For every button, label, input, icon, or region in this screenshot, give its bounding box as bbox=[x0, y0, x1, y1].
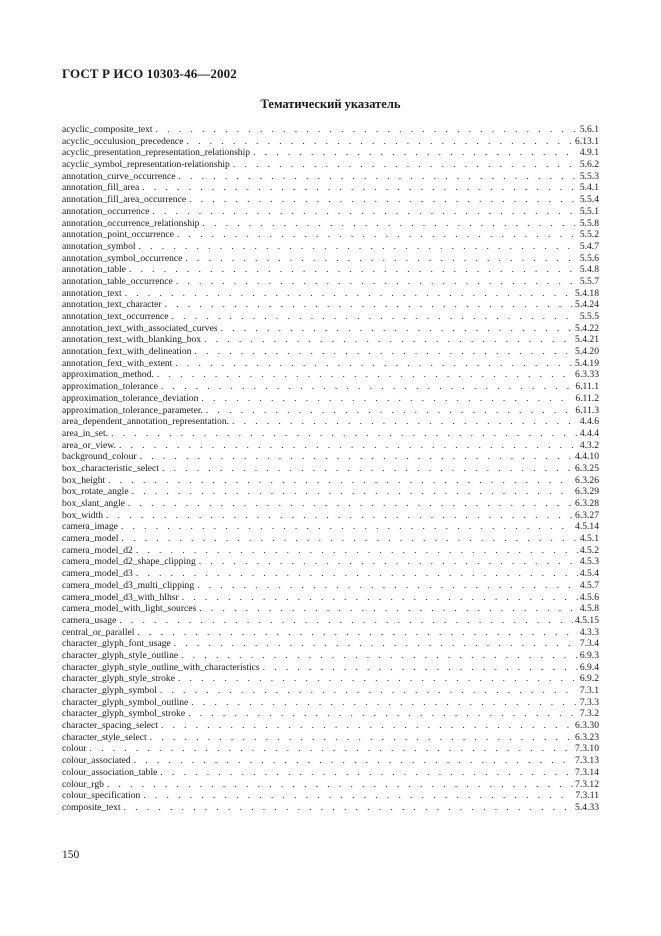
index-entry bbox=[62, 767, 599, 779]
dot-leader bbox=[174, 638, 578, 650]
index-entry-term: character_glyph_style_outline bbox=[62, 649, 179, 661]
index-entry-term: camera_model_d3_with_hlhsr bbox=[62, 591, 179, 603]
index-entry bbox=[62, 662, 599, 674]
index-entry-reference: 4.5.6 bbox=[579, 591, 599, 603]
index-entry-term: colour_specification bbox=[62, 790, 141, 802]
index-entry-reference: 4.5.15 bbox=[575, 614, 599, 626]
index-entry-reference: 6.11.2 bbox=[575, 392, 599, 404]
index-entry-reference: 5.5.3 bbox=[579, 170, 599, 182]
dot-leader bbox=[188, 708, 578, 720]
index-entry-reference: 5.4.33 bbox=[575, 801, 599, 813]
index-entry-term: area_in_set. bbox=[62, 427, 109, 439]
index-entry-reference: 7.3.11 bbox=[575, 790, 599, 802]
index-entry-term: area_dependent_annotation_representation. bbox=[62, 416, 230, 428]
dot-leader bbox=[143, 790, 573, 802]
dot-leader bbox=[232, 416, 578, 428]
index-entry-reference: 5.4.24 bbox=[575, 299, 599, 311]
index-entry-reference: 7.3.13 bbox=[575, 755, 599, 767]
index-entry bbox=[62, 521, 599, 533]
index-entry bbox=[62, 334, 599, 346]
index-entry-reference: 7.3.10 bbox=[575, 743, 599, 755]
index-entry-term: annotation_text bbox=[62, 287, 122, 299]
index-entry-reference: 4.5.7 bbox=[579, 579, 599, 591]
index-entry bbox=[62, 124, 599, 136]
index-entry-term: annotation_occurrence bbox=[62, 205, 150, 217]
index-entry bbox=[62, 486, 599, 498]
index-entry-term: acyclic_composite_text bbox=[62, 124, 153, 135]
dot-leader bbox=[233, 159, 578, 171]
index-entry-term: annotation_fill_area_occurrence bbox=[62, 194, 187, 206]
dot-leader bbox=[253, 147, 578, 159]
index-entry-reference: 4.5.8 bbox=[579, 603, 599, 615]
dot-leader bbox=[136, 568, 578, 580]
dot-leader bbox=[204, 334, 573, 346]
index-entry bbox=[62, 299, 599, 311]
index-entry-term: annotation_point_occurrence bbox=[62, 229, 174, 241]
dot-leader bbox=[129, 264, 578, 276]
dot-leader bbox=[176, 276, 578, 288]
index-entry-term: acyclic_symbol_representation-relationship bbox=[62, 159, 230, 171]
index-entry-term: central_or_parallel bbox=[62, 626, 135, 638]
index-entry-term: character_glyph_font_usage bbox=[62, 638, 171, 650]
index-entry bbox=[62, 241, 599, 253]
dot-leader bbox=[201, 393, 573, 405]
index-entry bbox=[62, 358, 599, 370]
dot-leader bbox=[162, 463, 573, 475]
index-entry bbox=[62, 732, 599, 744]
index-entry-reference: 5.5.8 bbox=[579, 217, 599, 229]
index-entry bbox=[62, 779, 599, 791]
index-entry-term: annotation_fext_with_delineation bbox=[62, 346, 192, 358]
index-entry-term: annotation_occurrence_relationship bbox=[62, 217, 200, 229]
dot-leader bbox=[178, 171, 577, 183]
index-entry bbox=[62, 393, 599, 405]
dot-leader bbox=[157, 369, 573, 381]
dot-leader bbox=[128, 498, 573, 510]
index-entry-term: character_glyph_style_outline_with_characteristics bbox=[62, 661, 260, 673]
index-entry bbox=[62, 568, 599, 580]
index-entry bbox=[62, 498, 599, 510]
index-entry-term: character_glyph_style_stroke bbox=[62, 673, 175, 685]
index-entry-reference: 7.3.14 bbox=[575, 766, 599, 778]
index-entry bbox=[62, 229, 599, 241]
index-entry-term: character_glyph_symbol_outline bbox=[62, 696, 189, 708]
index-entry bbox=[62, 253, 599, 265]
index-entry bbox=[62, 311, 599, 323]
index-entry bbox=[62, 673, 599, 685]
index-entry-term: annotation_table bbox=[62, 264, 126, 276]
index-entry bbox=[62, 638, 599, 650]
index-entry-term: box_rotate_angle bbox=[62, 486, 129, 498]
dot-leader bbox=[121, 533, 577, 545]
dot-leader bbox=[125, 288, 573, 300]
index-entry bbox=[62, 147, 599, 159]
index-entry bbox=[62, 802, 599, 814]
index-entry bbox=[62, 592, 599, 604]
index-entry-reference: 7.3.12 bbox=[575, 778, 599, 790]
index-entry-term: colour_associated bbox=[62, 755, 131, 767]
dot-leader bbox=[199, 556, 578, 568]
dot-leader bbox=[160, 767, 573, 779]
index-entry bbox=[62, 685, 599, 697]
index-entry-term: acyclic_presentation_representation_relationship bbox=[62, 147, 251, 159]
index-entry-term: composite_text bbox=[62, 801, 121, 813]
dot-leader bbox=[108, 475, 573, 487]
index-entry-reference: 5.6.2 bbox=[579, 159, 599, 171]
index-entry-reference: 5.5.7 bbox=[579, 275, 599, 287]
dot-leader bbox=[161, 381, 573, 393]
index-entry-reference: 6.13.1 bbox=[575, 135, 599, 147]
index-entry-reference: 4.3.2 bbox=[579, 439, 599, 451]
index-entry bbox=[62, 218, 599, 230]
dot-leader bbox=[197, 580, 578, 592]
index-entry-term: camera_usage bbox=[62, 614, 117, 626]
index-entry-reference: 7.3.1 bbox=[579, 685, 599, 696]
dot-leader bbox=[199, 603, 578, 615]
dot-leader bbox=[119, 440, 578, 452]
index-entry-reference: 6.3.30 bbox=[575, 720, 599, 732]
index-entry-term: area_or_view. bbox=[62, 439, 116, 451]
dot-leader bbox=[182, 592, 578, 604]
index-entry-reference: 4.5.2 bbox=[579, 544, 599, 556]
index-entry-reference: 4.5.3 bbox=[579, 556, 599, 568]
index-entry-term: approximation_tolerance bbox=[62, 381, 158, 393]
dot-leader bbox=[152, 206, 577, 218]
index-entry bbox=[62, 346, 599, 358]
index-entry-reference: 5.4.19 bbox=[575, 357, 599, 369]
dot-leader bbox=[132, 486, 573, 498]
index-entry bbox=[62, 405, 599, 417]
index-entry bbox=[62, 194, 599, 206]
dot-leader bbox=[191, 697, 578, 709]
index-entry-term: character_glyph_symbol_stroke bbox=[62, 708, 186, 720]
index-entry-reference: 6.3.27 bbox=[575, 509, 599, 521]
index-entry bbox=[62, 288, 599, 300]
page-number: 150 bbox=[62, 849, 80, 861]
index-entry bbox=[62, 627, 599, 639]
index-entry bbox=[62, 533, 599, 545]
index-entry-term: box_slant_angle bbox=[62, 498, 125, 509]
index-entry bbox=[62, 475, 599, 487]
index-entry bbox=[62, 603, 599, 615]
index-entry-reference: 5.4.20 bbox=[575, 346, 599, 358]
index-entry bbox=[62, 182, 599, 194]
dot-leader bbox=[202, 218, 577, 230]
dot-leader bbox=[150, 732, 573, 744]
index-entry-term: approximation_method. bbox=[62, 369, 154, 381]
index-entry bbox=[62, 720, 599, 732]
index-entry-reference: 5.4.22 bbox=[575, 322, 599, 334]
index-entry bbox=[62, 276, 599, 288]
index-entry-reference: 6.3.26 bbox=[575, 474, 599, 486]
index-entry-term: camera_model_d2 bbox=[62, 544, 133, 556]
dot-leader bbox=[136, 545, 578, 557]
index-entry-term: annotation_fill_area bbox=[62, 182, 140, 194]
index-entry-reference: 4.5.4 bbox=[579, 568, 599, 580]
index-entry-reference: 5.4.1 bbox=[579, 182, 599, 194]
dot-leader bbox=[178, 673, 578, 685]
index-entry-term: annotation_fext_with_extent bbox=[62, 357, 173, 369]
dot-leader bbox=[156, 124, 578, 136]
index-entry-term: character_style_select bbox=[62, 731, 147, 743]
index-entry-reference: 5.6.1 bbox=[579, 124, 599, 135]
index-entry-reference: 4.3.3 bbox=[579, 626, 599, 638]
dot-leader bbox=[175, 358, 573, 370]
dot-leader bbox=[111, 428, 578, 440]
index-entry-reference: 5.5.2 bbox=[579, 229, 599, 241]
dot-leader bbox=[140, 451, 573, 463]
index-entry-term: colour_association_table bbox=[62, 766, 158, 778]
index-entry-term: box_characteristic_select bbox=[62, 462, 159, 474]
dot-leader bbox=[160, 685, 578, 697]
index-entry-reference: 4.4.4 bbox=[579, 427, 599, 439]
index-entry-reference: 7.3.4 bbox=[579, 638, 599, 650]
index-entry bbox=[62, 755, 599, 767]
index-entry-reference: 4.5.1 bbox=[579, 533, 599, 545]
index-entry bbox=[62, 790, 599, 802]
index-entry-term: annotation_text_occurrence bbox=[62, 311, 169, 322]
index-entry-reference: 5.4.7 bbox=[579, 240, 599, 252]
index-entry-term: approximation_tolerance_deviation bbox=[62, 392, 199, 404]
index-entry-term: camera_image bbox=[62, 521, 118, 533]
index-entry bbox=[62, 264, 599, 276]
dot-leader bbox=[177, 229, 578, 241]
index-entry-term: character_glyph_symbol bbox=[62, 685, 157, 696]
index-entry bbox=[62, 545, 599, 557]
dot-leader bbox=[221, 323, 573, 335]
index-entry-reference: 6.3.25 bbox=[575, 462, 599, 474]
index-entry-reference: 6.11.1 bbox=[575, 381, 599, 393]
index-entry-term: box_height bbox=[62, 474, 106, 486]
index-entry-reference: 4.4.6 bbox=[579, 416, 599, 428]
index-entry-reference: 6.9.4 bbox=[579, 661, 599, 673]
dot-leader bbox=[142, 182, 578, 194]
index-entry-reference: 5.5.5 bbox=[579, 311, 599, 322]
dot-leader bbox=[90, 743, 574, 755]
index-entry bbox=[62, 580, 599, 592]
index-entry-reference: 6.3.28 bbox=[575, 498, 599, 509]
index-entry-reference: 6.3.23 bbox=[575, 731, 599, 743]
index-entry bbox=[62, 428, 599, 440]
index-entry bbox=[62, 556, 599, 568]
index-entry-term: box_width bbox=[62, 509, 104, 521]
index-entry-term: annotation_symbol_occurrence bbox=[62, 252, 183, 264]
dot-leader bbox=[139, 241, 578, 253]
index-entry-reference: 5.5.6 bbox=[579, 252, 599, 264]
index-entry bbox=[62, 510, 599, 522]
index-entry-term: annotation_text_character bbox=[62, 299, 162, 311]
dot-leader bbox=[185, 253, 577, 265]
index-entry bbox=[62, 136, 599, 148]
index-entry-term: annotation_table_occurrence bbox=[62, 275, 173, 287]
index-entry bbox=[62, 697, 599, 709]
index-entry-term: background_colour bbox=[62, 451, 137, 463]
index-entry-reference: 7.3.3 bbox=[579, 696, 599, 708]
index-entry-reference: 5.5.4 bbox=[579, 194, 599, 206]
index-entry bbox=[62, 463, 599, 475]
index-entry-reference: 6.3.33 bbox=[575, 369, 599, 381]
index-entry bbox=[62, 381, 599, 393]
index-entry-term: camera_model_d3 bbox=[62, 568, 133, 580]
index-entry-term: annotation_symbol bbox=[62, 240, 136, 252]
index-entry bbox=[62, 743, 599, 755]
dot-leader bbox=[181, 650, 578, 662]
dot-leader bbox=[161, 720, 573, 732]
document-header: ГОСТ Р ИСО 10303-46—2002 bbox=[62, 66, 237, 81]
index-entry-reference: 5.4.8 bbox=[579, 264, 599, 276]
index-entry bbox=[62, 323, 599, 335]
dot-leader bbox=[106, 510, 573, 522]
index-entry-reference: 4.5.14 bbox=[575, 521, 599, 533]
index-entry-term: colour bbox=[62, 743, 87, 755]
index-entry bbox=[62, 650, 599, 662]
index-entry-reference: 4.9.1 bbox=[579, 147, 599, 159]
index-entry-term: approximation_tolerance_parameter. bbox=[62, 404, 203, 416]
index-entry-reference: 5.5.1 bbox=[579, 205, 599, 217]
subject-index-list bbox=[62, 124, 599, 814]
index-entry-term: annotation_text_with_blanking_box bbox=[62, 334, 202, 346]
index-entry bbox=[62, 416, 599, 428]
index-entry-reference: 5.4.21 bbox=[575, 334, 599, 346]
dot-leader bbox=[189, 194, 578, 206]
index-entry-reference: 6.11.3 bbox=[575, 404, 599, 416]
dot-leader bbox=[107, 779, 573, 791]
index-entry bbox=[62, 440, 599, 452]
index-entry-term: camera_model_d3_multi_clipping bbox=[62, 579, 195, 591]
dot-leader bbox=[124, 802, 573, 814]
dot-leader bbox=[121, 521, 573, 533]
index-entry bbox=[62, 159, 599, 171]
index-entry bbox=[62, 615, 599, 627]
index-entry-term: annotation_text_with_associated_curves bbox=[62, 322, 218, 334]
index-entry bbox=[62, 206, 599, 218]
index-entry-term: camera_model bbox=[62, 533, 119, 545]
index-entry bbox=[62, 451, 599, 463]
index-entry-term: camera_model_with_light_sources bbox=[62, 603, 197, 615]
dot-leader bbox=[119, 615, 573, 627]
dot-leader bbox=[263, 662, 578, 674]
index-entry bbox=[62, 708, 599, 720]
dot-leader bbox=[172, 311, 578, 323]
index-entry-reference: 6.3.29 bbox=[575, 486, 599, 498]
index-entry-term: colour_rgb bbox=[62, 778, 104, 790]
index-entry bbox=[62, 369, 599, 381]
index-entry-term: camera_model_d2_shape_clipping bbox=[62, 556, 196, 568]
dot-leader bbox=[186, 136, 573, 148]
dot-leader bbox=[206, 405, 573, 417]
index-entry-reference: 6.9.3 bbox=[579, 649, 599, 661]
index-entry-term: annotation_curve_occurrence bbox=[62, 170, 176, 182]
index-entry-reference: 4.4.10 bbox=[575, 451, 599, 463]
index-entry bbox=[62, 171, 599, 183]
dot-leader bbox=[137, 627, 577, 639]
index-entry-reference: 5.4.18 bbox=[575, 287, 599, 299]
index-entry-term: character_spacing_select bbox=[62, 720, 158, 732]
index-entry-term: acyclic_occulusion_precedence bbox=[62, 135, 184, 147]
index-title: Тематический указатель bbox=[260, 97, 401, 111]
index-entry-reference: 6.9.2 bbox=[579, 673, 599, 685]
dot-leader bbox=[134, 755, 573, 767]
index-entry-reference: 7.3.2 bbox=[579, 708, 599, 720]
dot-leader bbox=[194, 346, 573, 358]
dot-leader bbox=[165, 299, 573, 311]
